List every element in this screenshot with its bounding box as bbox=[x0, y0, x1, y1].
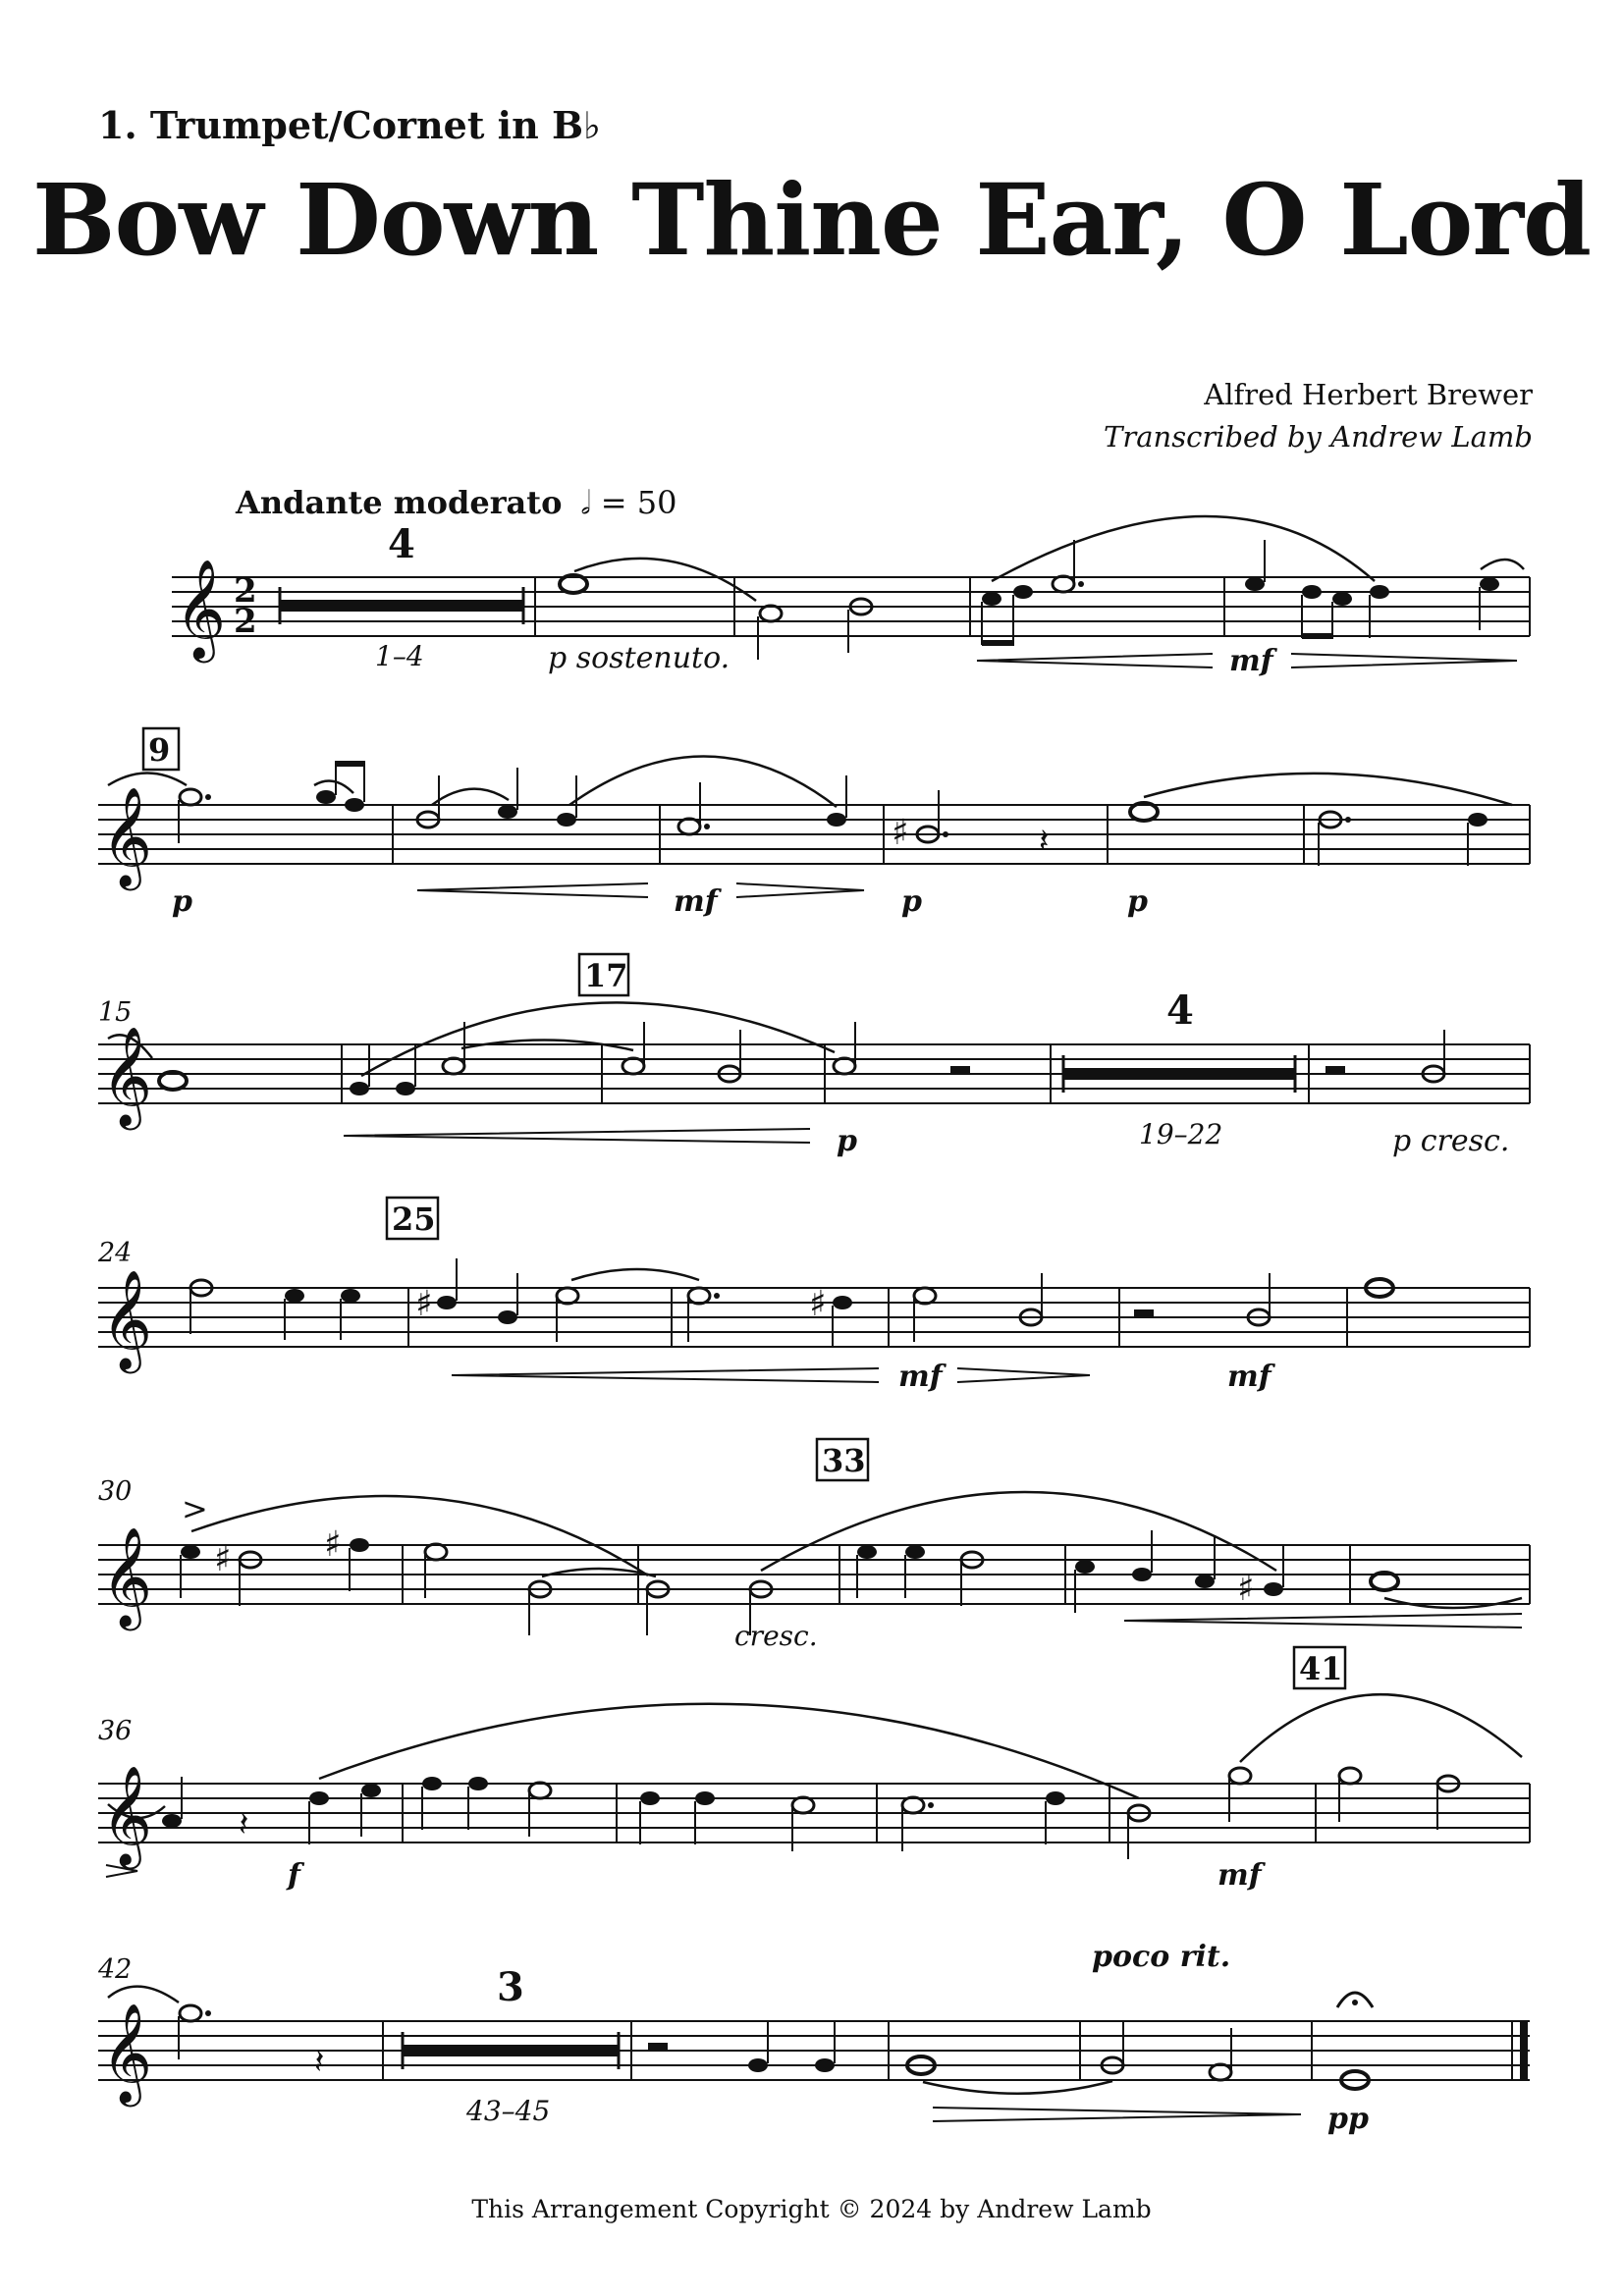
note bbox=[1075, 1560, 1095, 1574]
note bbox=[557, 1288, 578, 1304]
tempo-text: Andante moderato bbox=[236, 484, 563, 521]
system-4 bbox=[97, 1198, 1530, 1394]
quarter-rest: 𝄽 bbox=[314, 2043, 325, 2082]
note bbox=[857, 1545, 877, 1559]
multirest-range: 19–22 bbox=[1139, 1118, 1223, 1150]
note bbox=[982, 592, 1001, 606]
multirest-bar bbox=[1063, 1068, 1295, 1080]
note bbox=[180, 789, 201, 805]
multirest-bar bbox=[280, 600, 523, 612]
rehearsal-mark bbox=[387, 1198, 438, 1239]
note bbox=[557, 813, 576, 827]
system-7 bbox=[97, 1940, 1530, 2136]
note bbox=[180, 2005, 201, 2021]
note bbox=[350, 1082, 369, 1095]
note bbox=[345, 798, 364, 812]
note bbox=[529, 1783, 551, 1798]
note bbox=[815, 2058, 835, 2072]
composer-credit: Alfred Herbert Brewer bbox=[1204, 378, 1533, 411]
note bbox=[834, 1058, 855, 1074]
note bbox=[425, 1544, 447, 1560]
staff-lines bbox=[98, 1044, 1530, 1103]
sharp-accidental: ♯ bbox=[809, 1284, 827, 1324]
dynamic-marking: mf bbox=[1227, 1360, 1271, 1394]
decrescendo-hairpin bbox=[106, 1865, 137, 1877]
note bbox=[678, 819, 700, 834]
slur bbox=[361, 1002, 835, 1076]
note bbox=[914, 1288, 936, 1304]
tie bbox=[923, 2081, 1112, 2094]
dynamic-marking: p bbox=[901, 884, 922, 919]
crescendo-hairpin bbox=[417, 883, 648, 897]
note bbox=[309, 1791, 329, 1805]
note bbox=[1245, 577, 1265, 591]
half-rest bbox=[1134, 1309, 1154, 1317]
treble-clef-icon: 𝄞 bbox=[101, 1025, 153, 1126]
note bbox=[1332, 592, 1352, 606]
part-name: 1. Trumpet/Cornet in B♭ bbox=[98, 103, 601, 147]
crescendo-hairpin bbox=[977, 654, 1213, 667]
dynamic-marking: pp bbox=[1327, 2102, 1369, 2136]
slur bbox=[1144, 774, 1512, 805]
piece-title: Bow Down Thine Ear, O Lord bbox=[32, 162, 1591, 278]
staff-lines bbox=[98, 1545, 1530, 1604]
svg-text:41: 41 bbox=[1299, 1650, 1343, 1687]
slur bbox=[992, 516, 1375, 581]
decrescendo-hairpin bbox=[736, 883, 864, 897]
time-signature-numerator: 2 bbox=[234, 571, 257, 611]
dynamic-marking: p bbox=[837, 1124, 857, 1158]
note bbox=[316, 790, 336, 804]
dynamic-marking: mf bbox=[674, 884, 718, 919]
svg-text:33: 33 bbox=[822, 1442, 866, 1479]
note bbox=[1302, 585, 1322, 599]
slur bbox=[1481, 560, 1524, 569]
treble-clef-icon: 𝄞 bbox=[101, 785, 153, 886]
treble-clef-icon: 𝄞 bbox=[101, 1764, 153, 1865]
tie bbox=[571, 1269, 699, 1280]
accent-mark: > bbox=[182, 1490, 208, 1527]
decrescendo-hairpin bbox=[957, 1368, 1090, 1382]
slur bbox=[569, 756, 837, 807]
metronome-mark: 𝅗𝅥 = 50 bbox=[580, 484, 677, 521]
treble-clef-icon: 𝄞 bbox=[101, 1268, 153, 1369]
treble-clef-icon: 𝄞 bbox=[101, 1525, 153, 1627]
note bbox=[396, 1082, 415, 1095]
measure-number: 36 bbox=[98, 1716, 133, 1746]
sharp-accidental: ♯ bbox=[415, 1284, 433, 1324]
multirest-count: 4 bbox=[1166, 988, 1194, 1034]
note bbox=[792, 1797, 814, 1813]
tie bbox=[108, 1987, 179, 2002]
note bbox=[443, 1058, 464, 1074]
dynamic-marking: mf bbox=[898, 1360, 943, 1394]
note bbox=[1013, 585, 1033, 599]
multirest-range: 43–45 bbox=[466, 2095, 551, 2127]
sharp-accidental: ♯ bbox=[892, 813, 909, 853]
staff-lines bbox=[98, 805, 1530, 864]
measure-number: 30 bbox=[98, 1476, 133, 1507]
svg-text:17: 17 bbox=[584, 957, 628, 994]
system-1 bbox=[172, 516, 1530, 678]
note bbox=[833, 1296, 852, 1309]
sharp-accidental: ♯ bbox=[214, 1539, 232, 1579]
note bbox=[1210, 2064, 1231, 2080]
dynamic-marking: mf bbox=[1229, 644, 1273, 678]
note bbox=[1468, 813, 1488, 827]
expression-text: poco rit. bbox=[1092, 1940, 1231, 1974]
quarter-rest: 𝄽 bbox=[239, 1805, 249, 1844]
slur bbox=[1240, 1694, 1522, 1762]
note bbox=[827, 813, 846, 827]
system-5 bbox=[98, 1439, 1530, 1652]
note bbox=[361, 1784, 381, 1797]
measure-number: 42 bbox=[98, 1954, 133, 1985]
crescendo-hairpin bbox=[1124, 1614, 1522, 1628]
note bbox=[1195, 1575, 1215, 1588]
system-3 bbox=[98, 954, 1530, 1158]
multirest-count: 3 bbox=[497, 1964, 524, 2010]
half-rest bbox=[1325, 1066, 1345, 1074]
dynamic-marking: p sostenuto. bbox=[548, 641, 730, 675]
sharp-accidental: ♯ bbox=[324, 1524, 342, 1565]
rehearsal-mark bbox=[1294, 1647, 1345, 1688]
rehearsal-mark bbox=[579, 954, 628, 995]
slur bbox=[432, 789, 509, 805]
dynamic-marking: p cresc. bbox=[1392, 1124, 1510, 1158]
note bbox=[498, 805, 517, 819]
rehearsal-mark bbox=[817, 1439, 868, 1480]
svg-text:25: 25 bbox=[392, 1201, 436, 1238]
note bbox=[1229, 1768, 1251, 1784]
note bbox=[902, 1797, 924, 1813]
note bbox=[498, 1310, 517, 1324]
sharp-accidental: ♯ bbox=[1237, 1569, 1255, 1609]
note bbox=[181, 1545, 200, 1559]
note bbox=[695, 1791, 715, 1805]
quarter-rest: 𝄽 bbox=[1039, 822, 1050, 861]
multirest-range: 1–4 bbox=[375, 640, 424, 672]
final-barline bbox=[1520, 2021, 1528, 2080]
slur bbox=[108, 774, 187, 786]
copyright-notice: This Arrangement Copyright © 2024 by Andrew Lamb bbox=[471, 2195, 1152, 2223]
system-2 bbox=[98, 728, 1530, 919]
slur bbox=[574, 559, 756, 601]
dynamic-marking: p bbox=[1127, 884, 1148, 919]
half-rest bbox=[950, 1066, 970, 1074]
note bbox=[1053, 576, 1074, 592]
half-rest bbox=[648, 2043, 668, 2051]
arranger-credit: Transcribed by Andrew Lamb bbox=[1104, 420, 1533, 454]
note bbox=[1339, 1768, 1361, 1784]
dynamic-marking: mf bbox=[1217, 1858, 1262, 1893]
multirest-bar bbox=[403, 2045, 619, 2056]
note bbox=[1370, 585, 1389, 599]
note bbox=[688, 1288, 710, 1304]
multirest-count: 4 bbox=[388, 521, 415, 567]
note bbox=[1480, 577, 1499, 591]
note bbox=[285, 1289, 304, 1303]
note bbox=[350, 1538, 369, 1552]
measure-number: 24 bbox=[98, 1238, 133, 1268]
slur bbox=[314, 781, 353, 794]
note bbox=[341, 1289, 360, 1303]
dynamic-marking: cresc. bbox=[734, 1620, 818, 1652]
note bbox=[422, 1777, 442, 1790]
treble-clef-icon: 𝄞 bbox=[175, 558, 227, 659]
note bbox=[760, 606, 782, 621]
crescendo-hairpin bbox=[452, 1368, 879, 1382]
staff-lines bbox=[98, 2021, 1530, 2080]
dynamic-marking: p bbox=[172, 884, 192, 919]
decrescendo-hairpin bbox=[1291, 654, 1517, 667]
note bbox=[437, 1296, 457, 1309]
note bbox=[468, 1777, 488, 1790]
treble-clef-icon: 𝄞 bbox=[101, 2002, 153, 2103]
svg-text:9: 9 bbox=[148, 731, 171, 769]
note bbox=[748, 2058, 768, 2072]
crescendo-hairpin bbox=[344, 1129, 810, 1143]
note bbox=[162, 1814, 182, 1828]
note bbox=[640, 1791, 660, 1805]
system-6 bbox=[98, 1647, 1530, 1893]
time-signature-denominator: 2 bbox=[234, 602, 257, 641]
measure-number: 15 bbox=[98, 997, 133, 1028]
dynamic-marking: f bbox=[288, 1858, 300, 1893]
note bbox=[1046, 1791, 1065, 1805]
note bbox=[905, 1545, 925, 1559]
decrescendo-hairpin bbox=[933, 2108, 1301, 2121]
note bbox=[1132, 1568, 1152, 1581]
rehearsal-mark bbox=[143, 728, 179, 770]
note bbox=[1264, 1582, 1283, 1596]
note bbox=[622, 1058, 644, 1074]
